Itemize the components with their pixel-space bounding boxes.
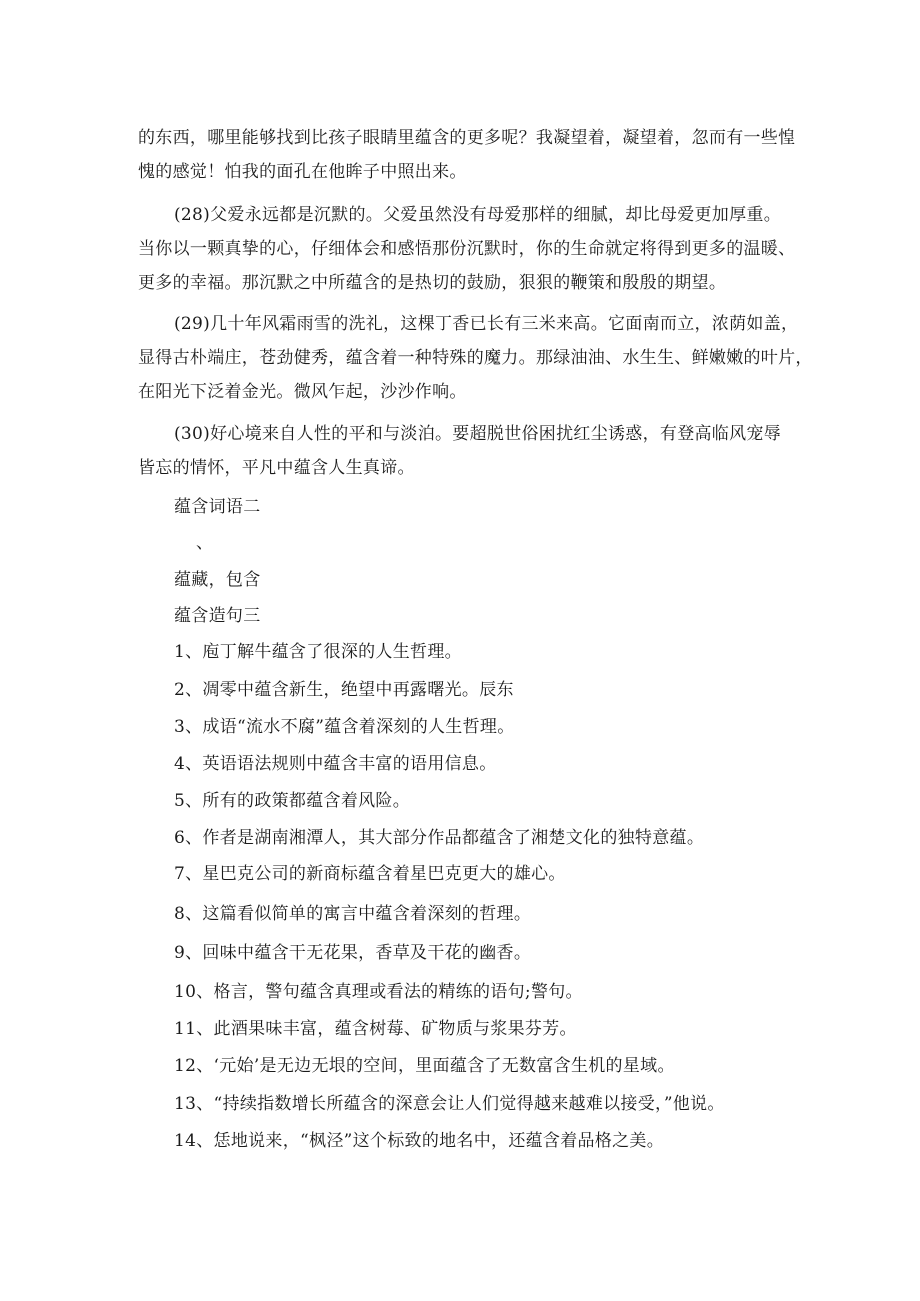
- paragraph-28-line-2: 当你以一颗真挚的心，仔细体会和感悟那份沉默时，你的生命就定将得到更多的温暖、: [138, 239, 796, 259]
- sentence-item: 2、凋零中蕴含新生，绝望中再露曙光。辰东: [174, 680, 514, 700]
- sentence-item: 6、作者是湖南湘潭人，其大部分作品都蕴含了湘楚文化的独特意蕴。: [174, 828, 705, 848]
- sentence-item: 8、这篇看似简单的寓言中蕴含着深刻的哲理。: [174, 904, 532, 924]
- paragraph-30-line-2: 皆忘的情怀，平凡中蕴含人生真谛。: [138, 458, 415, 478]
- sentence-item: 12、‘元始’是无边无垠的空间，里面蕴含了无数富含生机的星域。: [174, 1056, 675, 1076]
- section-two-content: 蕴藏，包含: [174, 570, 261, 590]
- sentence-item: 10、格言，警句蕴含真理或看法的精练的语句;警句。: [174, 982, 583, 1002]
- sentence-item: 3、成语“流水不腐”蕴含着深刻的人生哲理。: [174, 717, 515, 737]
- section-three-heading: 蕴含造句三: [174, 606, 261, 626]
- paragraph-29-line-3: 在阳光下泛着金光。微风乍起，沙沙作响。: [138, 382, 467, 402]
- paragraph-28-line-3: 更多的幸福。那沉默之中所蕴含的是热切的鼓励，狠狠的鞭策和殷殷的期望。: [138, 273, 727, 293]
- section-two-heading: 蕴含词语二: [174, 497, 261, 517]
- sentence-item: 9、回味中蕴含干无花果，香草及干花的幽香。: [174, 943, 532, 963]
- paragraph-29-line-1: (29)几十年风霜雨雪的洗礼，这棵丁香已长有三米来高。它面南而立，浓荫如盖，: [174, 314, 799, 334]
- sentence-item: 14、恁地说来，“枫泾”这个标致的地名中，还蕴含着品格之美。: [174, 1131, 665, 1151]
- sentence-item: 7、星巴克公司的新商标蕴含着星巴克更大的雄心。: [174, 864, 566, 884]
- paragraph-27-line-2: 愧的感觉！怕我的面孔在他眸子中照出来。: [138, 162, 467, 182]
- sentence-item: 4、英语语法规则中蕴含丰富的语用信息。: [174, 754, 497, 774]
- paragraph-27-line-1: 的东西，哪里能够找到比孩子眼睛里蕴含的更多呢？我凝望着，凝望着，忽而有一些惶: [138, 128, 796, 148]
- sentence-item: 5、所有的政策都蕴含着风险。: [174, 791, 411, 811]
- paragraph-28-line-1: (28)父爱永远都是沉默的。父爱虽然没有母爱那样的细腻，却比母爱更加厚重。: [174, 205, 781, 225]
- sentence-item: 13、“持续指数增长所蕴含的深意会让人们觉得越来越难以接受，”他说。: [174, 1094, 725, 1114]
- section-two-mark: 、: [196, 533, 214, 553]
- sentence-item: 1、庖丁解牛蕴含了很深的人生哲理。: [174, 642, 462, 662]
- paragraph-29-line-2: 显得古朴端庄，苍劲健秀，蕴含着一种特殊的魔力。那绿油油、水生生、鲜嫩嫩的叶片，: [138, 348, 813, 368]
- paragraph-30-line-1: (30)好心境来自人性的平和与淡泊。要超脱世俗困扰红尘诱惑，有登高临风宠辱: [174, 424, 781, 444]
- sentence-item: 11、此酒果味丰富，蕴含树莓、矿物质与浆果芬芳。: [174, 1019, 577, 1039]
